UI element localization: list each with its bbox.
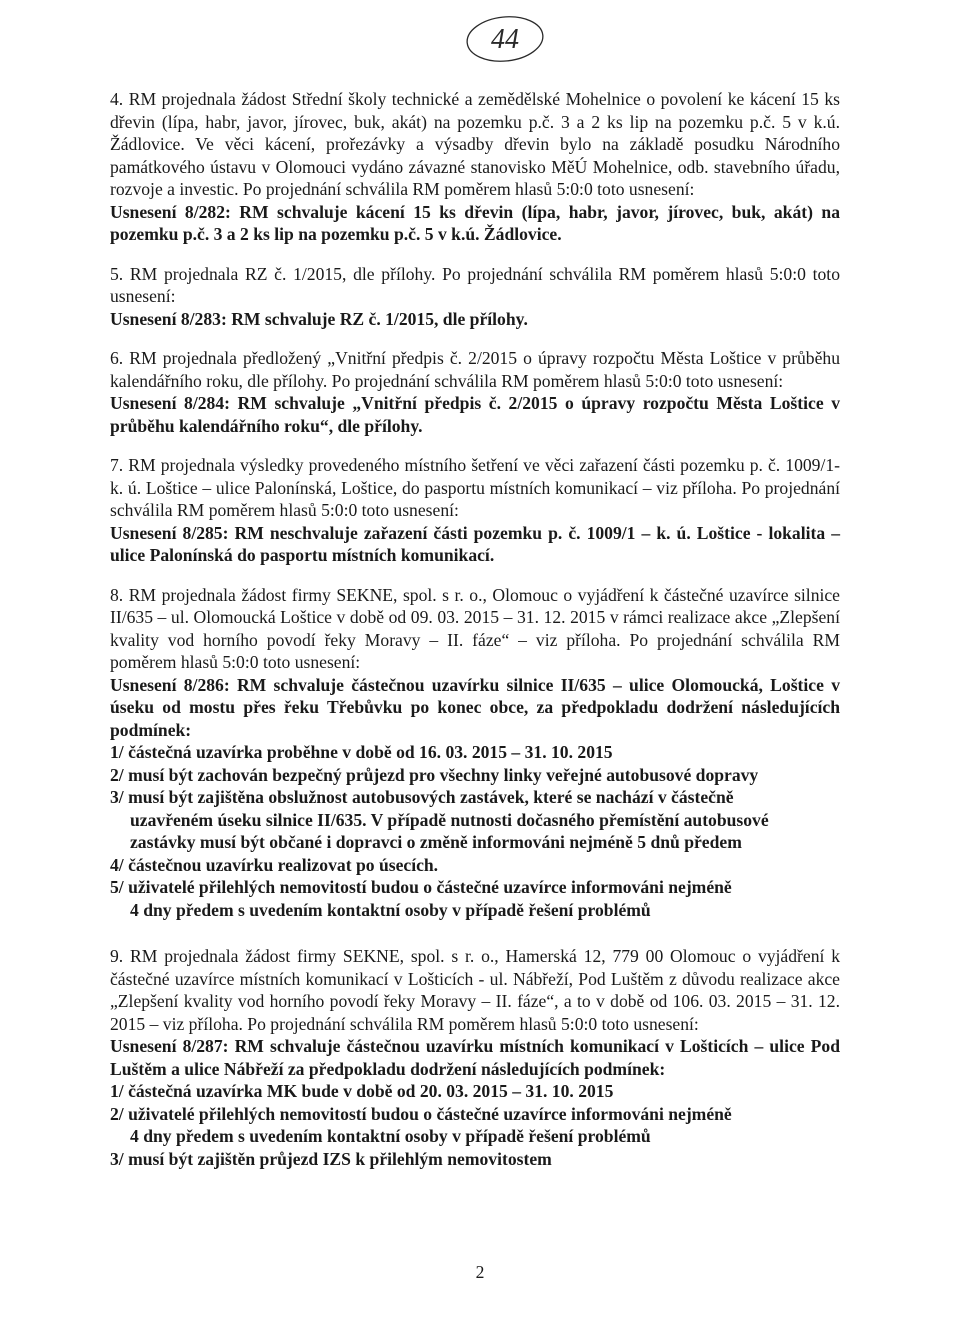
agenda-item-4 [110,88,840,246]
resolution: Usnesení 8/284: RM schvaluje „Vnitřní předpis č. 2/2015 o úpravy rozpočtu Města Loštice v průběhu kalendářního roku“, dle přílohy. [110,393,840,436]
resolution: Usnesení 8/286: RM schvaluje částečnou uzavírku silnice II/635 – ulice Olomoucká, Loštice v úseku od mostu přes řeku Třebůvku po konec obce, za předpokladu dodržení následujících podmínek: [110,674,840,740]
condition-item: zastávky musí být občané i dopravci o změně informováni nejméně 5 dnů předem [130,832,742,852]
condition-item: 4 dny předem s uvedením kontaktní osoby v případě řešení problémů [130,1126,651,1146]
condition-item: 4 dny předem s uvedením kontaktní osoby v případě řešení problémů [130,899,651,920]
agenda-item-text: 6. RM projednala předložený „Vnitřní předpis č. 2/2015 o úpravy rozpočtu Města Loštice v průběhu kalendářního roku, dle přílohy. Po projednání schválila RM poměrem hlasů 5:0:0 toto usnesení: [110,348,840,391]
agenda-item-8 [110,584,840,922]
page-number: 2 [475,1262,485,1282]
resolution: Usnesení 8/287: RM schvaluje částečnou uzavírku místních komunikací v Lošticích – ulice Pod Luštěm a ulice Nábřeží za předpokladu dodržení následujících podmínek: [110,1036,840,1079]
condition-item: 1/ částečná uzavírka MK bude v době od 20. 03. 2015 – 31. 10. 2015 [110,1081,614,1101]
agenda-item-7 [110,454,840,567]
resolution: Usnesení 8/283: RM schvaluje RZ č. 1/2015, dle přílohy. [110,308,528,329]
agenda-item-9 [110,945,840,1170]
minutes-body [110,88,840,1187]
resolution: Usnesení 8/285: RM neschvaluje zařazení části pozemku p. č. 1009/1 – k. ú. Loštice - lokalita – ulice Palonínská do pasportu místních komunikací. [110,522,840,565]
resolution: Usnesení 8/282: RM schvaluje kácení 15 ks dřevin (lípa, habr, javor, jírovec, buk, akát) na pozemku p.č. 3 a 2 ks lip na pozemku p.č. 5 v k.ú. Žádlovice. [110,201,840,244]
svg-text:44: 44 [491,24,519,55]
condition-item: uzavřeném úseku silnice II/635. V případě nutnosti dočasného přemístění autobusové [130,809,769,830]
condition-item: 2/ musí být zachován bezpečný průjezd pro všechny linky veřejné autobusové dopravy [110,764,759,785]
condition-item: 2/ uživatelé přilehlých nemovitostí budou o částečné uzavírce informováni nejméně [110,1103,732,1124]
agenda-item-text: 7. RM projednala výsledky provedeného místního šetření ve věci zařazení části pozemku p. č. 1009/1- k. ú. Loštice – ulice Palonínská, Loštice, do pasportu místních komunikací – viz příloha. Po projednání schválila RM poměrem hlasů 5:0:0 toto usnesení: [110,455,840,520]
condition-item: 3/ musí být zajištěn průjezd IZS k přilehlým nemovitostem [110,1148,552,1169]
agenda-item-text: 4. RM projednala žádost Střední školy technické a zemědělské Mohelnice o povolení ke kácení 15 ks dřevin (lípa, habr, javor, jírovec, buk, akát) na pozemku p.č. 3 a 2 ks lip na pozemku p.č. 5 v k.ú. Žádlovice. Ve věci kácení, prořezávky a výsadby dřevin bylo na základě posudku Národního památkového ústavu v Olomouci vydáno závazné stanovisko MěÚ Mohelnice, odb. stavebního úřadu, rozvoje a investic. Po projednání schválila RM poměrem hlasů 5:0:0 toto usnesení: [110,89,840,199]
condition-item: 3/ musí být zajištěna obslužnost autobusových zastávek, které se nachází v částečně [110,787,734,807]
agenda-item-text: 8. RM projednala žádost firmy SEKNE, spol. s r. o., Olomouc o vyjádření k částečné uzavírce silnice II/635 – ul. Olomoucká Loštice v době od 09. 03. 2015 – 31. 12. 2015 v rámci realizace akce „Zlepšení kvality vod horního povodí řeky Moravy – II. fáze“ – viz příloha. Po projednání schválila RM poměrem hlasů 5:0:0 toto usnesení: [110,584,840,672]
condition-item: 5/ uživatelé přilehlých nemovitostí budou o částečné uzavírce informováni nejméně [110,877,732,897]
handwritten-page-number [460,10,550,68]
condition-item: 4/ částečnou uzavírku realizovat po úsecích. [110,854,439,875]
agenda-item-text: 5. RM projednala RZ č. 1/2015, dle přílohy. Po projednání schválila RM poměrem hlasů 5:0:0 toto usnesení: [110,263,840,306]
agenda-item-6 [110,347,840,437]
condition-item: 1/ částečná uzavírka proběhne v době od 16. 03. 2015 – 31. 10. 2015 [110,742,613,762]
agenda-item-text: 9. RM projednala žádost firmy SEKNE, spol. s r. o., Hamerská 12, 779 00 Olomouc o vyjádření k částečné uzavírce místních komunikací v Lošticích - ul. Nábřeží, Pod Luštěm z důvodu realizace akce „Zlepšení kvality vod horního povodí řeky Moravy – II. fáze“, a to v době od 106. 03. 2015 – 31. 12. 2015 – viz příloha. Po projednání schválila RM poměrem hlasů 5:0:0 toto usnesení: [110,946,840,1034]
agenda-item-5 [110,263,840,331]
